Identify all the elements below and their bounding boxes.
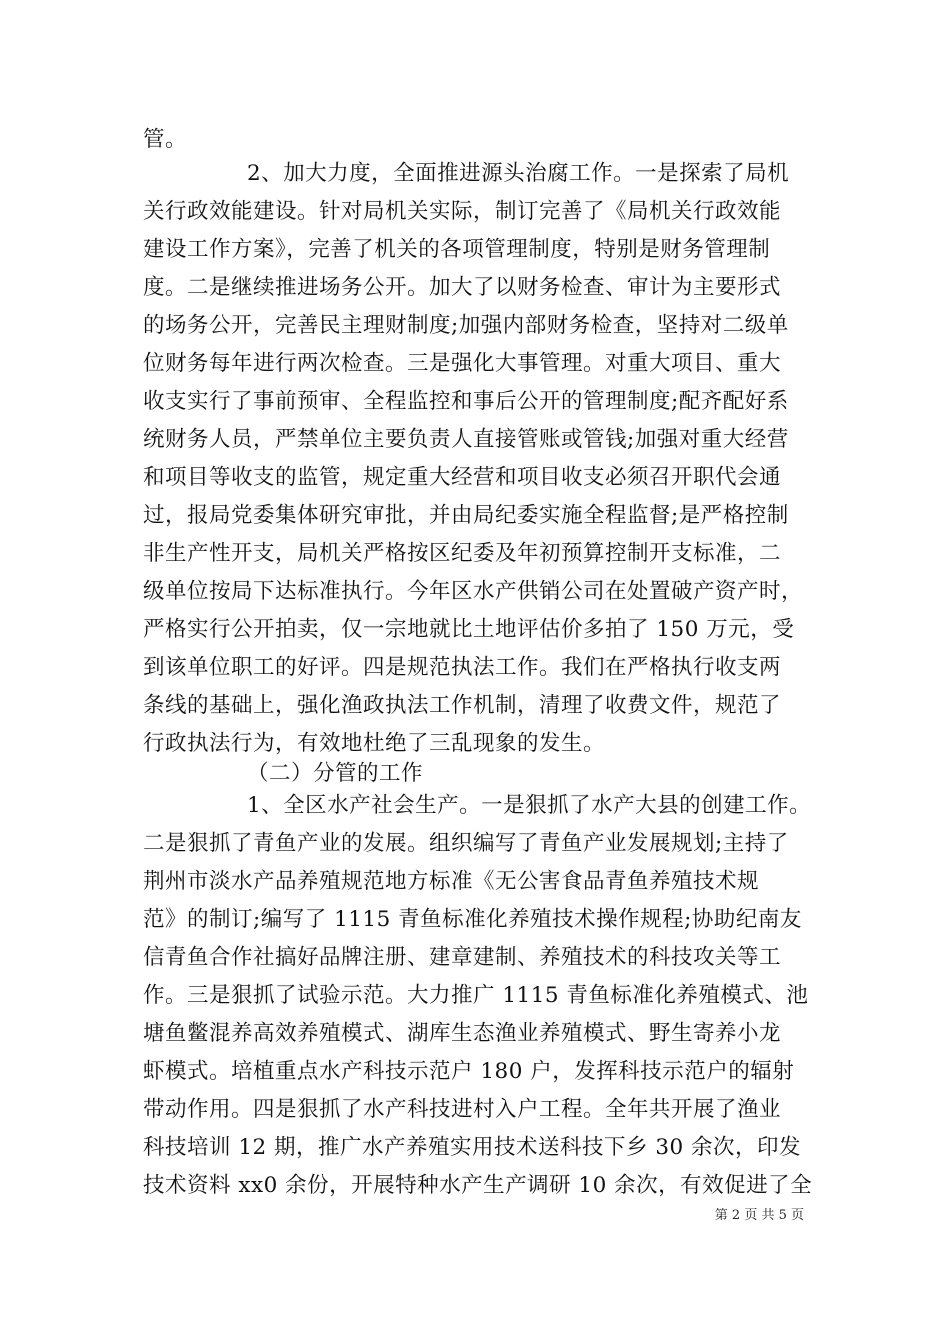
text-line: 统财务人员，严禁单位主要负责人直接管账或管钱;加强对重大经营	[143, 427, 789, 452]
text-line: 范》的制订;编写了 1115 青鱼标准化养殖技术操作规程;协助纪南友	[143, 907, 802, 932]
text-line: 行政执法行为，有效地杜绝了三乱现象的发生。	[143, 731, 606, 756]
text-line: 带动作用。四是狠抓了水产科技进村入户工程。全年共开展了渔业	[143, 1097, 782, 1122]
text-line: 2、加大力度，全面推进源头治腐工作。一是探索了局机	[247, 161, 790, 186]
text-line: 技术资料 xx0 余份，开展特种水产生产调研 10 余次，有效促进了全	[143, 1173, 813, 1198]
text-line: 收支实行了事前预审、全程监控和事后公开的管理制度;配齐配好系	[143, 389, 789, 414]
section-heading: （二）分管的工作	[247, 761, 424, 786]
text-line: 条线的基础上，强化渔政执法工作机制，清理了收费文件，规范了	[143, 693, 782, 718]
text-line: 关行政效能建设。针对局机关实际，制订完善了《局机关行政效能	[143, 199, 782, 224]
text-line: 位财务每年进行两次检查。三是强化大事管理。对重大项目、重大	[143, 351, 782, 376]
text-line: 和项目等收支的监管，规定重大经营和项目收支必须召开职代会通	[143, 465, 782, 490]
page-number: 第 2 页 共 5 页	[714, 1208, 804, 1223]
text-line: 管。	[143, 127, 188, 152]
text-line: 塘鱼鳖混养高效养殖模式、湖库生态渔业养殖模式、野生寄养小龙	[143, 1021, 782, 1046]
text-line: 建设工作方案》，完善了机关的各项管理制度，特别是财务管理制	[143, 237, 771, 262]
text-line: 到该单位职工的好评。四是规范执法工作。我们在严格执行收支两	[143, 655, 782, 680]
text-line: 度。二是继续推进场务公开。加大了以财务检查、审计为主要形式	[143, 275, 782, 300]
text-line: 作。三是狠抓了试验示范。大力推广 1115 青鱼标准化养殖模式、池	[143, 983, 809, 1008]
text-line: 科技培训 12 期，推广水产养殖实用技术送科技下乡 30 余次，印发	[143, 1135, 802, 1160]
text-line: 信青鱼合作社搞好品牌注册、建章建制、养殖技术的科技攻关等工	[143, 945, 782, 970]
text-line: 虾模式。培植重点水产科技示范户 180 户，发挥科技示范户的辐射	[143, 1059, 795, 1084]
text-line: 1、全区水产社会生产。一是狠抓了水产大县的创建工作。	[247, 793, 812, 818]
text-line: 严格实行公开拍卖，仅一宗地就比土地评估价多拍了 150 万元，受	[143, 617, 795, 642]
text-line: 非生产性开支，局机关严格按区纪委及年初预算控制开支标准，二	[143, 541, 782, 566]
text-line: 级单位按局下达标准执行。今年区水产供销公司在处置破产资产时，	[143, 579, 804, 604]
text-line: 二是狠抓了青鱼产业的发展。组织编写了青鱼产业发展规划;主持了	[143, 831, 789, 856]
text-line: 的场务公开，完善民主理财制度;加强内部财务检查，坚持对二级单	[143, 313, 789, 338]
text-line: 荆州市淡水产品养殖规范地方标准《无公害食品青鱼养殖技术规	[143, 869, 760, 894]
text-line: 过，报局党委集体研究审批，并由局纪委实施全程监督;是严格控制	[143, 503, 789, 528]
